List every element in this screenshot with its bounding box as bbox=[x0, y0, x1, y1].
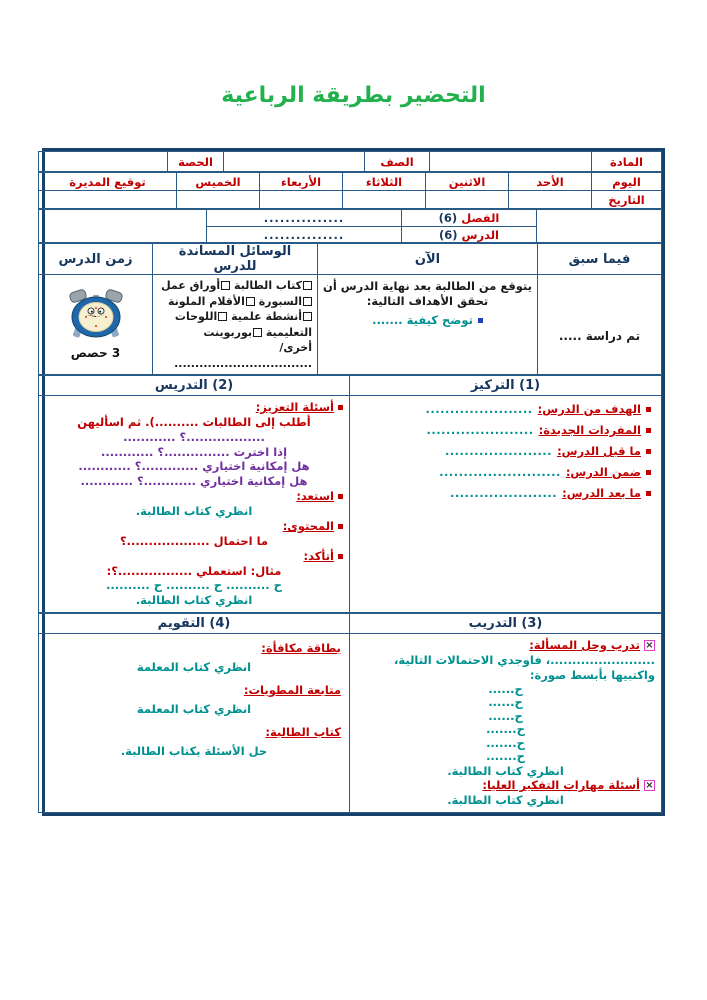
lesson-time-header: زمن الدرس bbox=[39, 244, 153, 275]
lesson-duration-value: 3 حصص bbox=[70, 346, 121, 360]
training-h-line: ح...... bbox=[488, 681, 523, 696]
teaching-heading-verify: أتأكد: bbox=[303, 548, 334, 563]
x-checkbox-icon: × bbox=[645, 639, 654, 651]
focus-item-dots: ...................... bbox=[444, 444, 553, 458]
checkbox-icon bbox=[246, 297, 255, 306]
lesson-dots: ............... bbox=[207, 227, 402, 243]
x-checkbox-icon: × bbox=[645, 780, 654, 792]
teaching-content bbox=[39, 396, 350, 613]
focus-item bbox=[356, 465, 651, 480]
focus-item-dots: ...................... bbox=[426, 423, 534, 437]
material-item: اللوحات التعليمية bbox=[174, 310, 312, 339]
material-item: أنشطة علمية bbox=[231, 310, 302, 323]
focus-header: (1) التركيز bbox=[350, 376, 662, 396]
teaching-line: إذا اخترت ...............؟ ............ bbox=[100, 444, 288, 459]
material-item: أوراق عمل bbox=[161, 279, 221, 292]
training-h-line: ح....... bbox=[486, 749, 525, 764]
teaching-block-heading bbox=[45, 400, 343, 415]
teaching-line: انظري كتاب الطالبة. bbox=[135, 593, 253, 608]
page-title: التحضير بطريقة الرباعية bbox=[221, 83, 486, 108]
focus-item bbox=[356, 486, 651, 501]
training-heading-higher-thinking: أسئلة مهارات التفكير العليا: bbox=[482, 778, 640, 793]
info-row-subject bbox=[38, 151, 662, 172]
material-item: كتاب الطالبة bbox=[234, 279, 302, 292]
checkbox-icon bbox=[218, 312, 227, 321]
teaching-line: ح .......... ح .......... ح .......... bbox=[106, 578, 282, 593]
focus-item-dots: ...................... bbox=[449, 486, 558, 500]
day-sunday: الأحد bbox=[509, 173, 592, 191]
red-square-bullet-icon bbox=[646, 470, 651, 475]
teaching-block-heading bbox=[45, 489, 343, 504]
focus-item-dots: ...................... bbox=[425, 402, 533, 416]
focus-item-label: ضمن الدرس: bbox=[565, 465, 641, 479]
day-tuesday: الثلاثاء bbox=[343, 173, 426, 191]
teaching-heading-getready: استعد: bbox=[296, 488, 334, 503]
evaluation-item-text: انظري كتاب المعلمة bbox=[136, 701, 252, 716]
chapter-left-empty-cell bbox=[39, 210, 207, 243]
focus-item-label: ما قبل الدرس: bbox=[557, 444, 641, 458]
focus-item-dots: ......................... bbox=[439, 465, 561, 479]
period-label: الحصة bbox=[168, 152, 224, 172]
chapter-lesson-rows bbox=[38, 209, 662, 243]
evaluation-item-heading: كتاب الطالبة: bbox=[265, 724, 341, 739]
checkbox-icon bbox=[253, 328, 262, 337]
teaching-line: أطلب إلى الطالبات ..........). ثم اسأليهن bbox=[77, 415, 311, 429]
red-square-bullet-icon bbox=[646, 407, 651, 412]
evaluation-item-heading: بطاقة مكافأة: bbox=[261, 640, 341, 655]
training-header: (3) التدريب bbox=[350, 613, 662, 633]
lesson-label-cell bbox=[402, 227, 537, 243]
period-value-cell bbox=[39, 152, 168, 172]
teaching-line: انظري كتاب الطالبة. bbox=[135, 503, 253, 518]
now-header: الآن bbox=[318, 244, 538, 275]
training-h-line: ح....... bbox=[486, 722, 525, 737]
materials-header: الوسائل المساندة للدرس bbox=[153, 244, 318, 275]
training-heading-solve: تدرب وحل المسألة: bbox=[529, 637, 640, 652]
lesson-label: الدرس bbox=[461, 227, 499, 242]
materials-other: أخرى/ ................................. bbox=[174, 341, 312, 370]
chapter-right-empty-cell bbox=[537, 210, 662, 243]
date-label: التاريخ bbox=[592, 191, 662, 209]
day-thursday: الخميس bbox=[177, 173, 260, 191]
checkbox-icon bbox=[303, 297, 312, 306]
teaching-line: ما احتمال ...................؟ bbox=[119, 533, 269, 548]
date-cell bbox=[426, 191, 509, 209]
materials-content bbox=[153, 275, 318, 375]
focus-item-label: ما بعد الدرس: bbox=[562, 486, 641, 500]
grade-label: الصف bbox=[365, 152, 430, 172]
subject-value-cell bbox=[430, 152, 592, 172]
focus-item bbox=[356, 444, 651, 459]
training-h-line: ح...... bbox=[488, 708, 523, 723]
chapter-dots: ............... bbox=[207, 210, 402, 227]
day-wednesday: الأربعاء bbox=[260, 173, 343, 191]
evaluation-item-heading: متابعة المطويات: bbox=[243, 682, 341, 697]
teaching-line: مثال: استعملي .................؟: bbox=[106, 563, 282, 578]
evaluation-header: (4) التقويم bbox=[39, 613, 350, 633]
focus-item bbox=[356, 423, 651, 438]
focus-teaching-section bbox=[38, 375, 662, 613]
objective-text: توضح كيفية ....... bbox=[372, 313, 473, 327]
focus-item-label: الهدف من الدرس: bbox=[537, 402, 641, 416]
lesson-number: (6) bbox=[439, 227, 458, 242]
material-item: الأقلام الملونة bbox=[167, 294, 245, 308]
blue-square-bullet-icon bbox=[478, 318, 483, 323]
chapter-number: (6) bbox=[438, 211, 458, 225]
teaching-heading-reinforcement: أسئلة التعزيز: bbox=[255, 400, 334, 414]
day-monday: الاثنين bbox=[426, 173, 509, 191]
lesson-plan-table bbox=[42, 148, 665, 816]
evaluation-item-text: حل الأسئلة بكتاب الطالبة. bbox=[120, 743, 268, 758]
checkbox-icon bbox=[221, 281, 230, 290]
now-content bbox=[318, 275, 538, 375]
teaching-block-heading bbox=[45, 519, 343, 534]
grade-value-cell bbox=[224, 152, 365, 172]
red-square-bullet-icon bbox=[338, 405, 343, 410]
training-intro: ........................، فاوجدي الاحتمالات التالية، واكتبيها بأبسط صورة: bbox=[394, 652, 655, 682]
red-square-bullet-icon bbox=[646, 449, 651, 454]
info-row-days bbox=[38, 172, 662, 209]
training-h-line: ح....... bbox=[486, 735, 525, 750]
date-cell bbox=[260, 191, 343, 209]
subject-label: المادة bbox=[592, 152, 662, 172]
red-square-bullet-icon bbox=[338, 554, 343, 559]
training-block-heading bbox=[356, 638, 655, 653]
red-square-bullet-icon bbox=[338, 494, 343, 499]
lesson-time-content bbox=[39, 275, 153, 375]
evaluation-item-text: انظري كتاب المعلمة bbox=[136, 659, 252, 674]
red-square-bullet-icon bbox=[338, 524, 343, 529]
teaching-line: هل إمكانية اختياري ............؟ ............ bbox=[80, 474, 308, 489]
training-h-line: ح...... bbox=[488, 695, 523, 710]
teaching-line: ..................؟ ............ bbox=[123, 429, 265, 444]
training-evaluation-section bbox=[38, 613, 662, 813]
red-square-bullet-icon bbox=[646, 491, 651, 496]
focus-item bbox=[356, 402, 651, 417]
chapter-label-cell bbox=[402, 210, 537, 227]
date-cell bbox=[177, 191, 260, 209]
principal-signature-label: توقيع المديرة bbox=[39, 173, 177, 191]
teaching-header: (2) التدريس bbox=[39, 376, 350, 396]
teaching-line: هل إمكانية اختياري .............؟ ............ bbox=[78, 459, 310, 474]
signature-cell bbox=[39, 191, 177, 209]
chapter-label: الفصل bbox=[461, 211, 500, 225]
training-block-heading bbox=[356, 778, 655, 793]
training-note: انظري كتاب الطالبة. bbox=[447, 763, 564, 778]
teaching-heading-content: المحتوى: bbox=[282, 518, 334, 533]
previously-content bbox=[538, 275, 662, 375]
material-item: بوربوينت bbox=[203, 325, 253, 339]
checkbox-icon bbox=[303, 281, 312, 290]
training-content bbox=[350, 633, 662, 812]
focus-content bbox=[350, 396, 662, 613]
red-square-bullet-icon bbox=[646, 428, 651, 433]
date-cell bbox=[509, 191, 592, 209]
training-note: انظري كتاب الطالبة. bbox=[447, 793, 564, 808]
day-label: اليوم bbox=[592, 173, 662, 191]
checkbox-icon bbox=[303, 312, 312, 321]
date-cell bbox=[343, 191, 426, 209]
teaching-block-heading bbox=[45, 549, 343, 564]
focus-item-label: المفردات الجديدة: bbox=[538, 423, 641, 437]
evaluation-content bbox=[39, 633, 350, 812]
previously-header: فيما سبق bbox=[538, 244, 662, 275]
previously-text: تم دراسة ..... bbox=[558, 328, 641, 343]
overview-section bbox=[38, 243, 662, 375]
material-item: السبورة bbox=[258, 294, 302, 308]
now-intro: يتوقع من الطالبة بعد نهاية الدرس أن تحقق الأهداف التالية: bbox=[323, 279, 532, 308]
alarm-clock-icon bbox=[62, 289, 130, 343]
